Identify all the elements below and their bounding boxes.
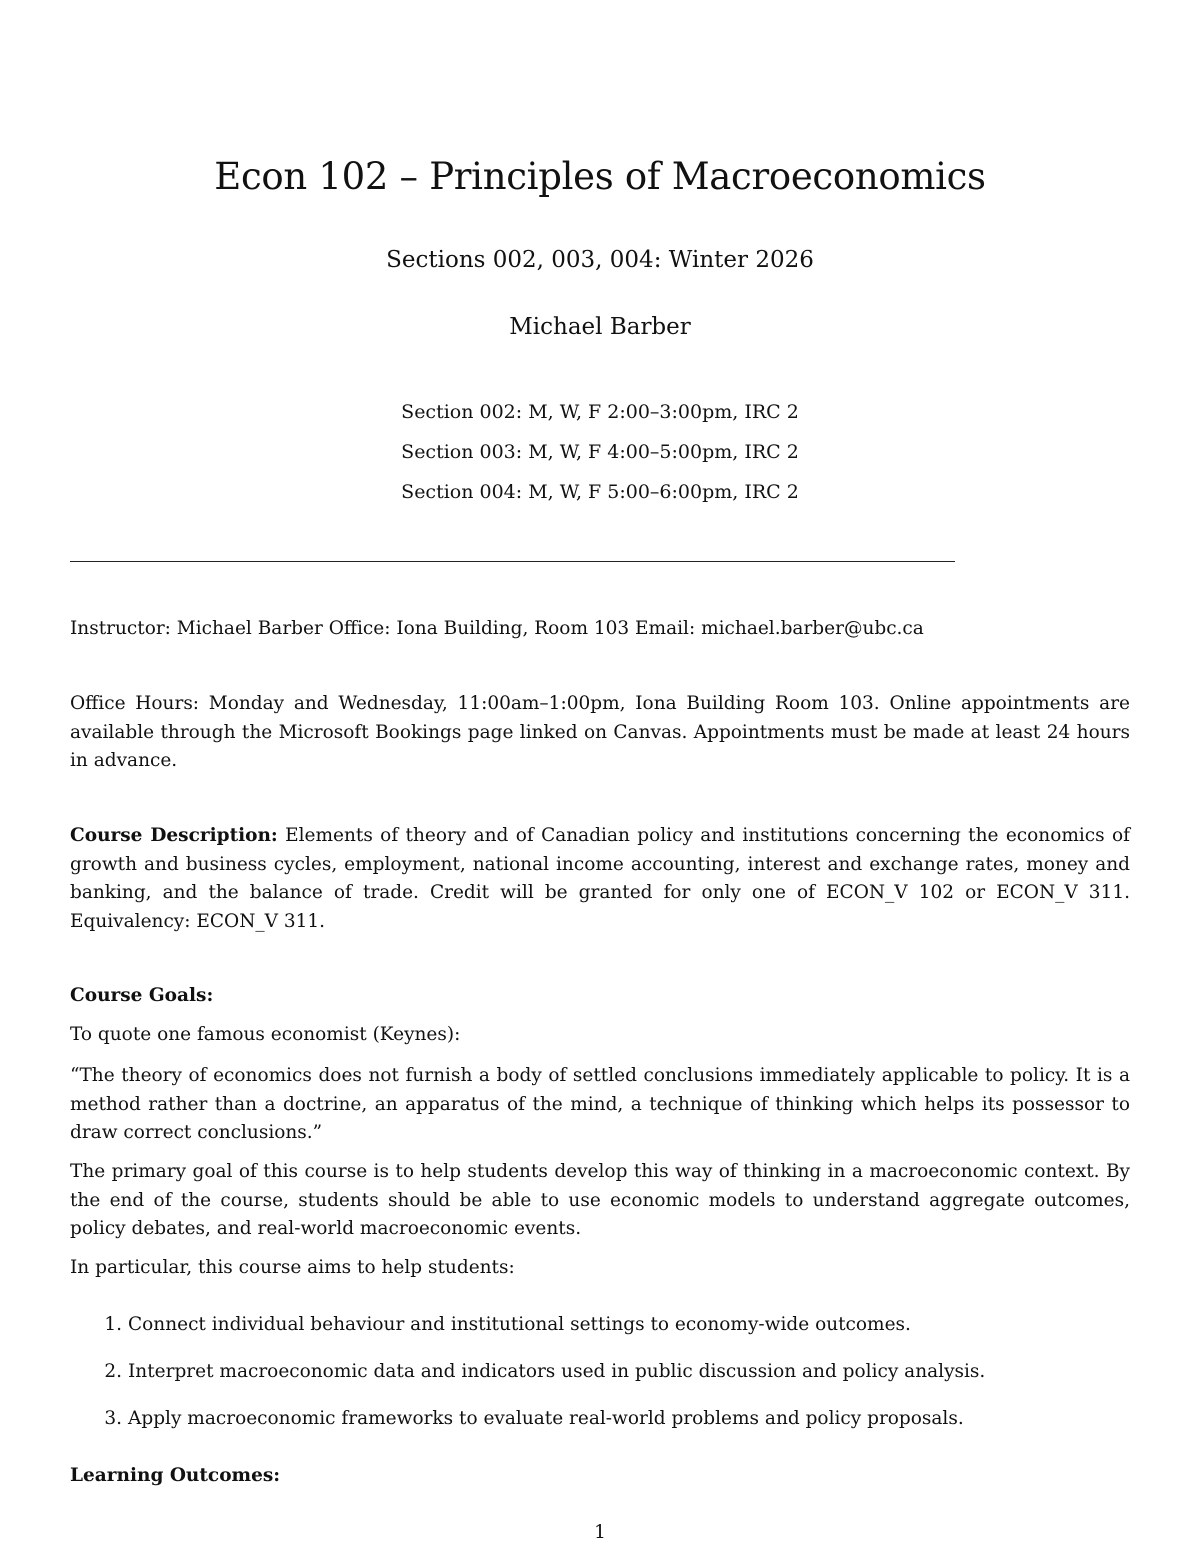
list-item-text: Apply macroeconomic frameworks to evaluate real-world problems and policy proposals. [128, 1408, 964, 1429]
course-description [70, 822, 1130, 936]
course-description-text: Elements of theory and of Canadian policy and institutions concerning the economics of growth and business cycles, employment, national income accounting, interest and exchange rates, money and banking, and the balance of trade. Credit will be granted for only one of ECON_V 102 or ECON_V 311. Equivalency: ECON_V 311. [70, 825, 1130, 932]
keynes-quote: “The theory of economics does not furnish a body of settled conclusions immediately applicable to policy. It is a method rather than a doctrine, an apparatus of the mind, a technique of thinking which helps its possessor to draw correct conclusions.” [70, 1065, 1130, 1143]
primary-goal: The primary goal of this course is to help students develop this way of thinking in a macroeconomic context. By the end of the course, students should be able to use economic models to understand aggregate outcomes, policy debates, and real-world macroeconomic events. [70, 1161, 1130, 1239]
course-description-heading: Course Description: [70, 825, 278, 846]
list-item-number: 2. [104, 1361, 122, 1382]
office-hours: Office Hours: Monday and Wednesday, 11:00am–1:00pm, Iona Building Room 103. Online appointments are available through the Microsoft Bookings page linked on Canvas. Appointments must be made at least 24 hours in advance. [70, 693, 1130, 771]
instructor-info: Instructor: Michael Barber Office: Iona Building, Room 103 Email: michael.barber@ubc.ca [70, 618, 924, 639]
document-subtitle: Sections 002, 003, 004: Winter 2026 [386, 247, 814, 273]
list-item [70, 1358, 1130, 1386]
course-goals-heading: Course Goals: [70, 985, 214, 1006]
list-item-number: 3. [104, 1408, 122, 1429]
list-item [70, 1311, 1130, 1339]
aims-intro: In particular, this course aims to help students: [70, 1257, 515, 1278]
section-schedule-002: Section 002: M, W, F 2:00–3:00pm, IRC 2 [401, 401, 799, 423]
page-number: 1 [594, 1522, 606, 1543]
quote-intro: To quote one famous economist (Keynes): [70, 1024, 461, 1045]
list-item [70, 1405, 1130, 1433]
horizontal-rule [70, 561, 955, 562]
learning-outcomes-heading: Learning Outcomes: [70, 1465, 281, 1486]
author-name: Michael Barber [509, 314, 691, 340]
list-item-text: Connect individual behaviour and institutional settings to economy-wide outcomes. [128, 1314, 911, 1335]
list-item-number: 1. [104, 1314, 122, 1335]
section-schedule-003: Section 003: M, W, F 4:00–5:00pm, IRC 2 [401, 441, 799, 463]
document-title: Econ 102 – Principles of Macroeconomics [214, 155, 986, 198]
section-schedule-004: Section 004: M, W, F 5:00–6:00pm, IRC 2 [401, 481, 799, 503]
list-item-text: Interpret macroeconomic data and indicators used in public discussion and policy analysis. [128, 1361, 986, 1382]
